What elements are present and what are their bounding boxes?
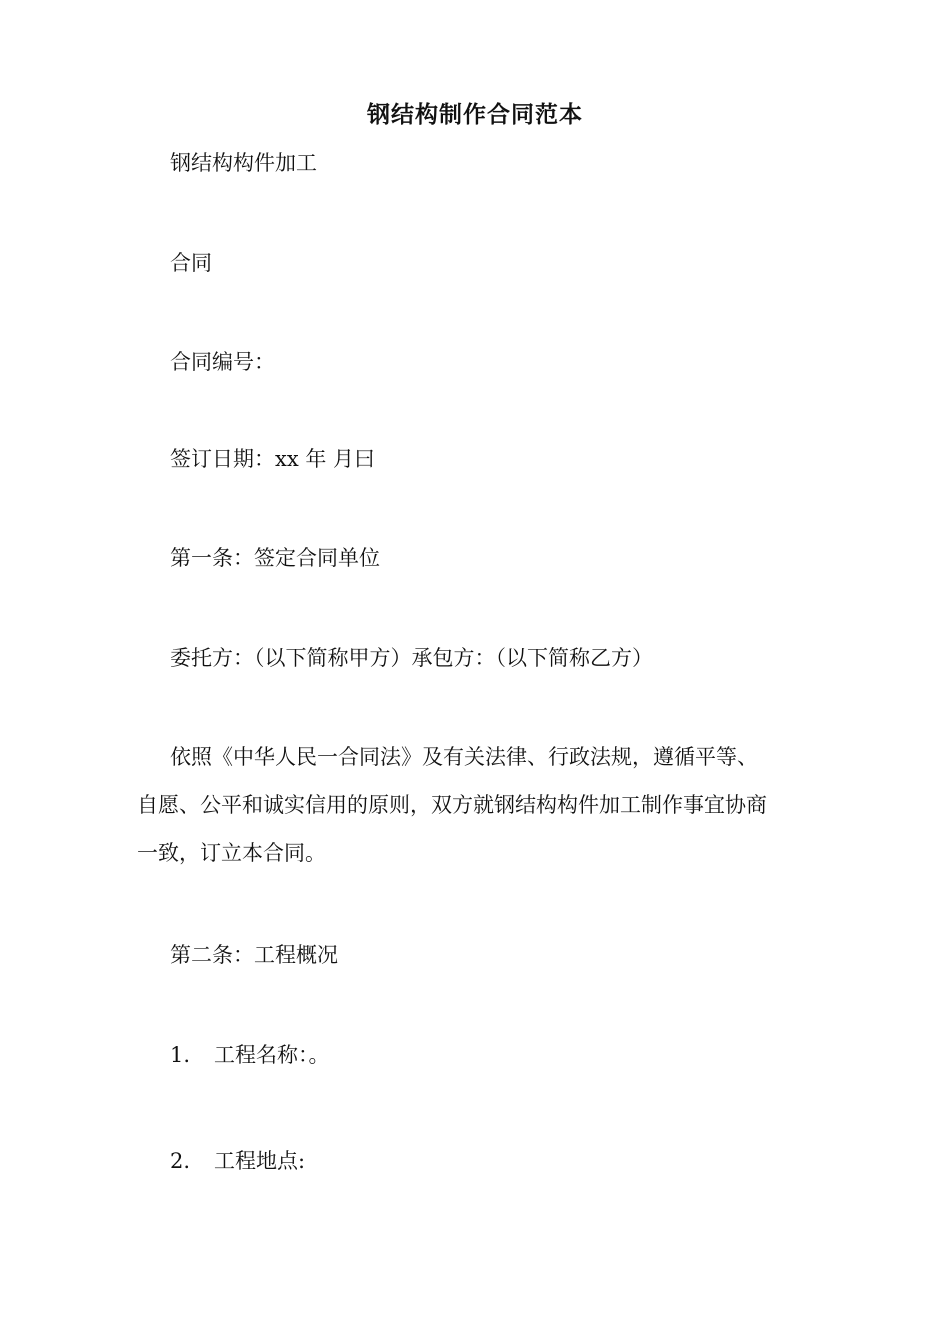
list-item-number: 2.: [170, 1149, 191, 1173]
document-title: 钢结构制作合同范本: [367, 101, 583, 128]
paragraph-line: 自愿、公平和诚实信用的原则，双方就钢结构构件加工制作事宜协商: [137, 793, 767, 817]
list-item-text: 工程名称：。: [214, 1043, 330, 1067]
paragraph-line: 一致，订立本合同。: [137, 841, 326, 865]
paragraph-line: 依照《中华人民一合同法》及有关法律、行政法规，遵循平等、: [170, 745, 758, 769]
article-two-heading: 第二条：工程概况: [170, 943, 338, 967]
contract-number-label: 合同编号：: [170, 350, 275, 374]
article-one-heading: 第一条：签定合同单位: [170, 546, 380, 570]
list-item-number: 1.: [170, 1043, 191, 1067]
contract-label: 合同: [170, 251, 212, 275]
list-item-text: 工程地点:: [214, 1149, 306, 1173]
legal-basis-paragraph: [137, 733, 837, 877]
parties-line: 委托方：（以下简称甲方）承包方：（以下简称乙方）: [170, 646, 653, 670]
subtitle-line: 钢结构构件加工: [170, 151, 317, 175]
list-item: [170, 1040, 330, 1070]
sign-date-line: 签订日期：xx 年 月曰: [170, 447, 376, 471]
list-item: [170, 1146, 305, 1176]
